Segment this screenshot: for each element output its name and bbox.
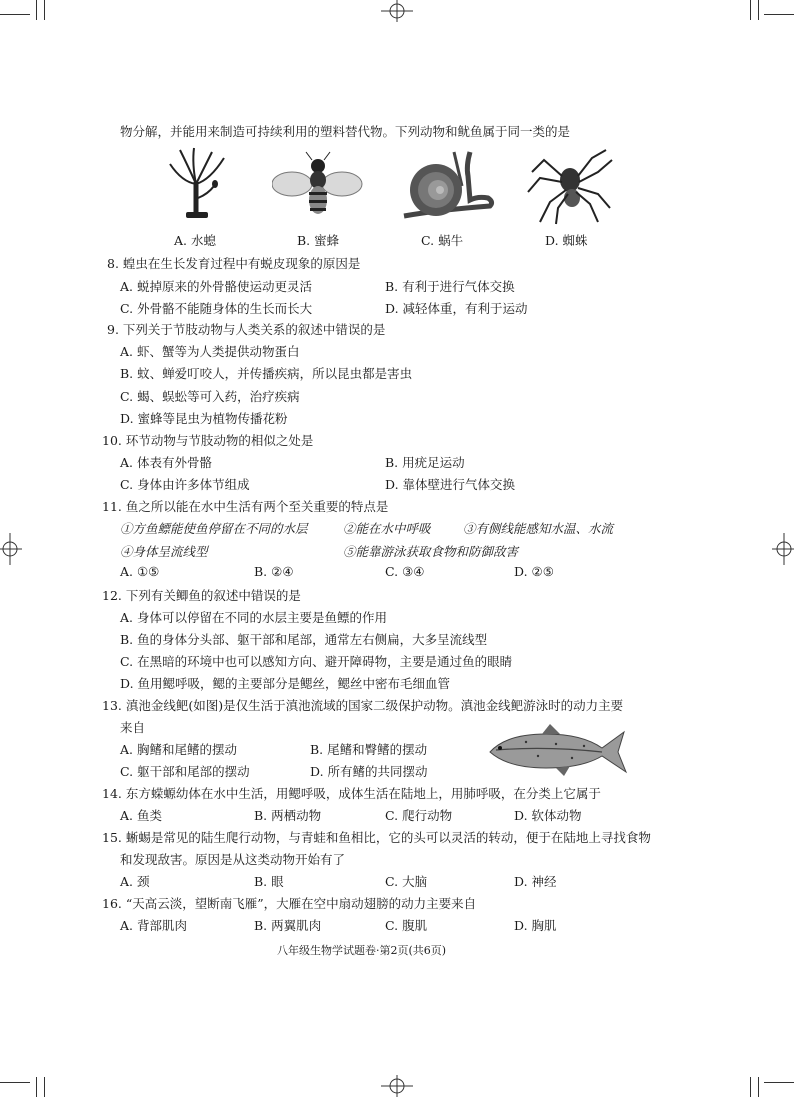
q13-option-a: A. 胸鳍和尾鳍的摆动 (120, 742, 237, 757)
q15-option-c: C. 大脑 (385, 874, 428, 889)
q13-option-d: D. 所有鳍的共同摆动 (310, 764, 428, 779)
q13-stem-line1: 13. 滇池金线鲃(如图)是仅生活于滇池流域的国家二级保护动物。滇池金线鲃游泳时的动力主要 (102, 698, 624, 713)
q15-option-b: B. 眼 (254, 874, 284, 889)
q11-option-b: B. ②④ (254, 564, 294, 579)
crop-mark-tr-h (764, 14, 794, 15)
golden-line-barbel-fish-image (486, 722, 628, 778)
q7-option-c: C. 蜗牛 (421, 233, 464, 248)
q16-stem: 16. “天高云淡，望断南飞雁”，大雁在空中扇动翅膀的动力主要来自 (102, 896, 477, 911)
crop-mark-bl-v2 (44, 1077, 45, 1097)
q15-stem-line2: 和发现敌害。原因是从这类动物开始有了 (120, 852, 346, 867)
q10-option-c: C. 身体由许多体节组成 (120, 477, 250, 492)
registration-mark-left (0, 530, 24, 568)
q11-item-3: ③有侧线能感知水温、水流 (463, 521, 614, 536)
q12-option-d: D. 鱼用鳃呼吸，鳃的主要部分是鳃丝，鳃丝中密布毛细血管 (120, 676, 451, 691)
q16-option-c: C. 腹肌 (385, 918, 428, 933)
q16-option-b: B. 两翼肌肉 (254, 918, 322, 933)
snail-image (398, 146, 496, 224)
crop-mark-tr-v2 (758, 0, 759, 20)
q12-option-b: B. 鱼的身体分头部、躯干部和尾部，通常左右侧扁，大多呈流线型 (120, 632, 488, 647)
q8-option-d: D. 减轻体重，有利于运动 (385, 301, 528, 316)
q15-option-a: A. 颈 (120, 874, 150, 889)
q11-item-4: ④身体呈流线型 (120, 544, 208, 559)
q7-option-d: D. 蜘蛛 (545, 233, 588, 248)
q14-option-c: C. 爬行动物 (385, 808, 453, 823)
q13-option-b: B. 尾鳍和臀鳍的摆动 (310, 742, 428, 757)
q10-stem: 10. 环节动物与节肢动物的相似之处是 (102, 433, 314, 448)
page-footer: 八年级生物学试题卷·第2页(共6页) (277, 944, 447, 957)
q11-option-a: A. ①⑤ (120, 564, 160, 579)
crop-mark-tl-v2 (44, 0, 45, 20)
q11-stem: 11. 鱼之所以能在水中生活有两个至关重要的特点是 (102, 499, 389, 514)
q9-stem: 9. 下列关于节肢动物与人类关系的叙述中错误的是 (107, 322, 386, 337)
crop-mark-bl-h (0, 1082, 30, 1083)
crop-mark-tr-v (750, 0, 751, 20)
registration-mark-bottom (378, 1073, 416, 1097)
q10-option-b: B. 用疣足运动 (385, 455, 465, 470)
q12-stem: 12. 下列有关鲫鱼的叙述中错误的是 (102, 588, 301, 603)
q8-stem: 8. 蝗虫在生长发育过程中有蜕皮现象的原因是 (107, 256, 361, 271)
crop-mark-bl-v (36, 1077, 37, 1097)
hydra-image (160, 146, 232, 222)
q7-option-b: B. 蜜蜂 (297, 233, 340, 248)
q16-option-d: D. 胸肌 (514, 918, 557, 933)
q14-stem: 14. 东方蝾螈幼体在水中生活，用鳃呼吸，成体生活在陆地上，用肺呼吸，在分类上它属于 (102, 786, 601, 801)
q9-option-b: B. 蚊、蝉爱叮咬人，并传播疾病，所以昆虫都是害虫 (120, 366, 413, 381)
q16-option-a: A. 背部肌肉 (120, 918, 187, 933)
q11-item-5: ⑤能靠游泳获取食物和防御敌害 (343, 544, 519, 559)
q14-option-d: D. 软体动物 (514, 808, 582, 823)
crop-mark-br-v (750, 1077, 751, 1097)
crop-mark-tl-h (0, 14, 30, 15)
crop-mark-tl-v (36, 0, 37, 20)
crop-mark-br-v2 (758, 1077, 759, 1097)
spider-image (526, 146, 614, 226)
q11-item-2: ②能在水中呼吸 (343, 521, 431, 536)
q11-option-c: C. ③④ (385, 564, 425, 579)
q15-option-d: D. 神经 (514, 874, 557, 889)
bee-image (272, 150, 364, 220)
q13-stem-line2: 来自 (120, 720, 146, 735)
intro-line: 物分解，并能用来制造可持续利用的塑料替代物。下列动物和鱿鱼属于同一类的是 (120, 124, 571, 139)
q14-option-a: A. 鱼类 (120, 808, 162, 823)
q9-option-d: D. 蜜蜂等昆虫为植物传播花粉 (120, 411, 288, 426)
q13-option-c: C. 躯干部和尾部的摆动 (120, 764, 250, 779)
q15-stem-line1: 15. 蜥蜴是常见的陆生爬行动物，与青蛙和鱼相比，它的头可以灵活的转动，便于在陆地上寻找食物 (102, 830, 651, 845)
q12-option-a: A. 身体可以停留在不同的水层主要是鱼鳔的作用 (120, 610, 387, 625)
q11-option-d: D. ②⑤ (514, 564, 554, 579)
q8-option-b: B. 有利于进行气体交换 (385, 279, 515, 294)
registration-mark-top (378, 0, 416, 24)
registration-mark-right (770, 530, 794, 568)
q12-option-c: C. 在黑暗的环境中也可以感知方向、避开障碍物，主要是通过鱼的眼睛 (120, 654, 513, 669)
q8-option-a: A. 蜕掉原来的外骨骼使运动更灵活 (120, 279, 312, 294)
q10-option-d: D. 靠体壁进行气体交换 (385, 477, 516, 492)
q9-option-a: A. 虾、蟹等为人类提供动物蛋白 (120, 344, 300, 359)
q10-option-a: A. 体表有外骨骼 (120, 455, 212, 470)
q7-option-a: A. 水螅 (174, 233, 216, 248)
q14-option-b: B. 两栖动物 (254, 808, 322, 823)
q9-option-c: C. 蝎、蜈蚣等可入药，治疗疾病 (120, 389, 300, 404)
q11-item-1: ①方鱼鳔能使鱼停留在不同的水层 (120, 521, 308, 536)
q8-option-c: C. 外骨骼不能随身体的生长而长大 (120, 301, 313, 316)
crop-mark-br-h (764, 1082, 794, 1083)
